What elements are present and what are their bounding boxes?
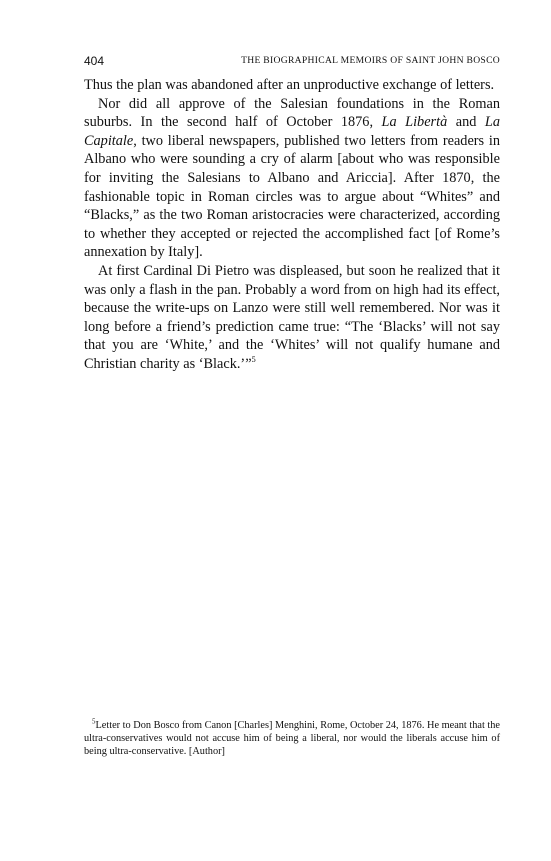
footnote-text-block — [84, 719, 500, 759]
footnote-text: Letter to Don Bosco from Canon [Charles] Menghini, Rome, October 24, 1876. He meant that the ultra-conservatives would not accuse him of being a liberal, nor would the liberals accuse him of being ultra-conservative. [Author] — [84, 720, 500, 758]
newspaper-title-la-capitale: La Capitale — [84, 114, 501, 149]
page-header — [84, 53, 500, 69]
running-head: THE BIOGRAPHICAL MEMOIRS OF SAINT JOHN BOSCO — [241, 55, 500, 66]
footnote-reference[interactable]: 5 — [251, 354, 256, 365]
newspaper-title-la-liberta: La Libertà — [381, 114, 448, 131]
footnote — [84, 719, 500, 759]
paragraph-3 — [84, 262, 500, 374]
paragraph-1-text: Thus the plan was abandoned after an unproductive exchange of letters. — [84, 77, 495, 93]
paragraph-2 — [84, 95, 500, 262]
paragraph-2-text-c: , two liberal newspapers, published two letters from readers in Albano who were sounding a cry of alarm [about who was responsible for inviting the Salesians to Albano and Ariccia]. After 1870, the fashionable topic in Roman circles was to argue about “Whites” and “Blacks,” as the two Roman aristocracies were characterized, according to whether they accepted or rejected the accomplished fact [of Rome’s annexation by Italy]. — [84, 132, 500, 261]
paragraph-1 — [84, 76, 500, 95]
footnote-mark: 5 — [92, 717, 96, 726]
paragraph-2-text-a: Nor did all approve of the Salesian foundations in the Roman suburbs. In the second half of October 1876, — [84, 95, 500, 131]
page-number: 404 — [84, 54, 105, 68]
paragraph-2-text-b: and — [447, 114, 485, 131]
paragraph-3-text: At first Cardinal Di Pietro was displeased, but soon he realized that it was only a flash in the pan. Probably a word from on high had its effect, because the write-ups on Lanzo were still well remembered. Nor was it long before a friend’s prediction came true: “The ‘Blacks’ will not say that you are ‘White,’ and the ‘Whites’ will not qualify humane and Christian charity as ‘Black.’” — [84, 262, 500, 372]
body-text — [84, 76, 500, 374]
